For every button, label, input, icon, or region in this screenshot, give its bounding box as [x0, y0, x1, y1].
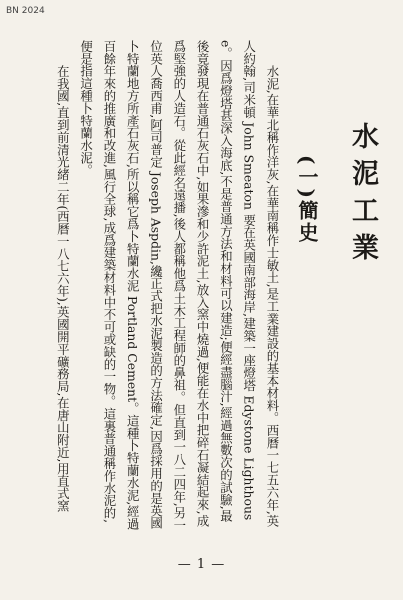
paragraph-1: 水泥,在華北稱作洋灰,在華南稱作士敏土,是工業建設的基本材料。西曆一七五六年,英人約翰,司米頓 John Smeaton 要在英國南部海岸,建築一座燈塔 Edystone Lighthouse。因爲燈塔甚深入海底,不是普通方法和材料可以建造;便經盡腦汁,經過無數次的試驗,最後竟發現在普通石灰石中,如果滲和少許泥土,放入窯中燒過,便能在水中把碎石凝結起來,成爲堅強的人造石。從此經名遠播,後人都稱他爲土木工程師的鼻祖。但直到一八二四年,另一位英人喬西甫,阿司普定 Joseph Aspdin,纔正式把水泥製造的方法確定,因爲採用的是英國卜特蘭地方所產石灰石,所以稱它爲卜特蘭水泥 Portland Cement。這種卜特蘭水泥,經過百餘年來的推廣和改進,風行全球,成爲建築材料中不可或缺的一物。這裏普通稱作水泥的,便是指這種卜特蘭水泥。	[78, 40, 280, 532]
section-heading: (一)簡史	[295, 155, 319, 244]
body-text	[55, 40, 284, 532]
library-stamp: BN 2024	[6, 6, 45, 16]
page-number: — 1 —	[177, 557, 226, 572]
paragraph-2: 在我國,直到前清光緒二年(西曆一八七六年),英國開平礦務局,在唐山附近,用直式窯	[55, 64, 71, 512]
page-title: 水泥工業	[347, 122, 378, 270]
